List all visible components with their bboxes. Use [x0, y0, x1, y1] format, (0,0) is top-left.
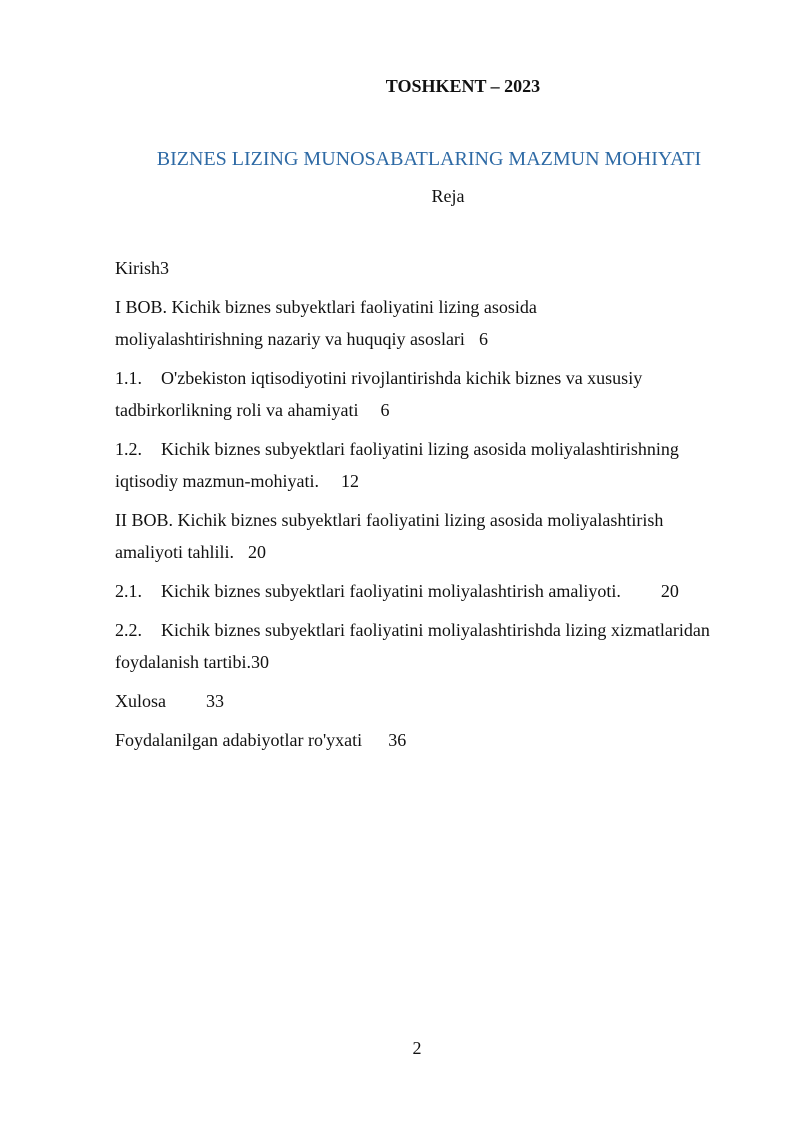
toc-page-number: 12: [340, 471, 359, 491]
toc-section-number: 1.2.: [115, 439, 142, 459]
toc-page-number: 6: [380, 400, 390, 420]
toc-entry-1-1: [115, 362, 755, 426]
toc-section-number: 2.2.: [115, 620, 142, 640]
toc-label: I BOB. Kichik biznes subyektlari faoliyatini lizing asosida: [115, 297, 537, 317]
toc-label: Kichik biznes subyektlari faoliyatini lizing asosida moliyalashtirishning: [161, 439, 679, 459]
toc-page-number: 30: [250, 652, 269, 672]
toc-entry-2-2: [115, 614, 755, 678]
toc-label: Foydalanilgan adabiyotlar ro'yxati: [115, 730, 363, 750]
toc-page-number: 36: [388, 730, 407, 750]
toc-section-number: 2.1.: [115, 581, 142, 601]
toc-entry-bob-1: [115, 291, 755, 355]
document-title: BIZNES LIZING MUNOSABATLARING MAZMUN MOHIYATI: [156, 148, 702, 170]
toc-entry-kirish: [115, 252, 755, 284]
toc-label-continued: amaliyoti tahlili.: [115, 542, 234, 562]
toc-page-number: 33: [206, 691, 224, 711]
toc-entry-xulosa: [115, 685, 755, 717]
toc-entry-adabiyotlar: [115, 724, 755, 756]
toc-label: Kichik biznes subyektlari faoliyatini moliyalashtirish amaliyoti.: [161, 581, 621, 601]
toc-label-continued: iqtisodiy mazmun-mohiyati.: [115, 471, 319, 491]
plan-heading: Reja: [431, 186, 465, 206]
toc-entry-2-1: [115, 575, 755, 607]
toc-entry-1-2: [115, 433, 755, 497]
toc-page-number: 3: [160, 258, 169, 278]
toc-label: O'zbekiston iqtisodiyotini rivojlantirishda kichik biznes va xususiy: [161, 368, 643, 388]
toc-entry-bob-2: [115, 504, 755, 568]
page-number: 2: [412, 1038, 422, 1058]
toc-label-continued: tadbirkorlikning roli va ahamiyati: [115, 400, 359, 420]
toc-label-continued: foydalanish tartibi.: [115, 652, 251, 672]
toc-label-continued: moliyalashtirishning nazariy va huquqiy asoslari: [115, 329, 465, 349]
toc-section-number: 1.1.: [115, 368, 142, 388]
city-year-heading: TOSHKENT – 2023: [385, 76, 541, 96]
toc-page-number: 20: [660, 581, 679, 601]
toc-page-number: 6: [478, 329, 488, 349]
toc-label: Kirish: [115, 258, 160, 278]
table-of-contents: [115, 252, 755, 763]
toc-page-number: 20: [247, 542, 266, 562]
toc-label: Xulosa: [115, 691, 166, 711]
toc-label: Kichik biznes subyektlari faoliyatini moliyalashtirishda lizing xizmatlaridan: [161, 620, 710, 640]
toc-label: II BOB. Kichik biznes subyektlari faoliyatini lizing asosida moliyalashtirish: [115, 510, 664, 530]
